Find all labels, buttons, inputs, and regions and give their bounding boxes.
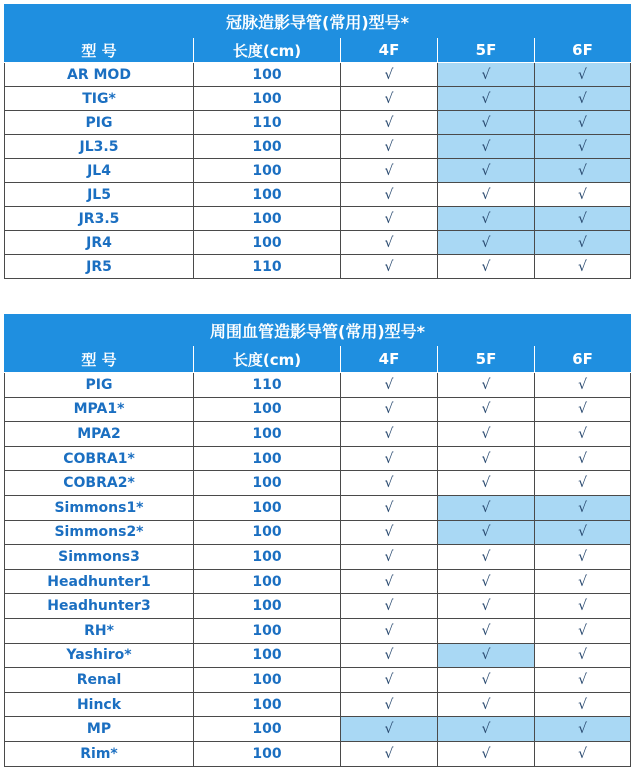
- length-cell: 100: [194, 87, 341, 111]
- coronary-table-body: [5, 63, 631, 279]
- check-5f-cell: √: [438, 495, 535, 520]
- model-cell: PIG: [5, 373, 194, 398]
- table-row: [5, 618, 631, 643]
- check-5f-cell: √: [438, 643, 535, 668]
- check-4f-cell: √: [341, 520, 438, 545]
- model-cell: COBRA2*: [5, 471, 194, 496]
- length-cell: 100: [194, 668, 341, 693]
- check-6f-cell: √: [535, 643, 631, 668]
- check-6f-cell: √: [535, 63, 631, 87]
- check-4f-cell: √: [341, 569, 438, 594]
- table-row: [5, 111, 631, 135]
- length-cell: 100: [194, 207, 341, 231]
- check-6f-cell: √: [535, 520, 631, 545]
- header-4f: 4F: [341, 38, 438, 63]
- check-5f-cell: √: [438, 471, 535, 496]
- check-6f-cell: √: [535, 207, 631, 231]
- check-5f-cell: √: [438, 255, 535, 279]
- length-cell: 110: [194, 111, 341, 135]
- check-5f-cell: √: [438, 594, 535, 619]
- header-5f: 5F: [438, 38, 535, 63]
- length-cell: 100: [194, 520, 341, 545]
- check-6f-cell: √: [535, 471, 631, 496]
- length-cell: 100: [194, 446, 341, 471]
- check-6f-cell: √: [535, 717, 631, 742]
- length-cell: 100: [194, 545, 341, 570]
- header-model: 型 号: [5, 346, 194, 373]
- check-4f-cell: √: [341, 471, 438, 496]
- table-row: [5, 643, 631, 668]
- check-5f-cell: √: [438, 207, 535, 231]
- length-cell: 100: [194, 741, 341, 766]
- table-row: [5, 520, 631, 545]
- check-6f-cell: √: [535, 495, 631, 520]
- peripheral-table-body: [5, 373, 631, 767]
- model-cell: JR3.5: [5, 207, 194, 231]
- check-5f-cell: √: [438, 111, 535, 135]
- check-4f-cell: √: [341, 741, 438, 766]
- check-6f-cell: √: [535, 231, 631, 255]
- length-cell: 100: [194, 471, 341, 496]
- length-cell: 100: [194, 422, 341, 447]
- check-4f-cell: √: [341, 545, 438, 570]
- table-row: [5, 692, 631, 717]
- length-cell: 100: [194, 594, 341, 619]
- check-6f-cell: √: [535, 422, 631, 447]
- check-4f-cell: √: [341, 231, 438, 255]
- model-cell: JL3.5: [5, 135, 194, 159]
- check-5f-cell: √: [438, 618, 535, 643]
- check-4f-cell: √: [341, 495, 438, 520]
- check-5f-cell: √: [438, 87, 535, 111]
- table-row: [5, 207, 631, 231]
- model-cell: Yashiro*: [5, 643, 194, 668]
- length-cell: 100: [194, 63, 341, 87]
- length-cell: 100: [194, 135, 341, 159]
- check-4f-cell: √: [341, 373, 438, 398]
- table-row: [5, 569, 631, 594]
- model-cell: Simmons1*: [5, 495, 194, 520]
- check-4f-cell: √: [341, 692, 438, 717]
- model-cell: JL5: [5, 183, 194, 207]
- length-cell: 100: [194, 231, 341, 255]
- model-cell: MPA1*: [5, 397, 194, 422]
- check-4f-cell: √: [341, 594, 438, 619]
- length-cell: 100: [194, 569, 341, 594]
- check-5f-cell: √: [438, 668, 535, 693]
- check-5f-cell: √: [438, 183, 535, 207]
- table-row: [5, 397, 631, 422]
- header-4f: 4F: [341, 346, 438, 373]
- coronary-table-title: 冠脉造影导管(常用)型号*: [5, 5, 631, 38]
- model-cell: Renal: [5, 668, 194, 693]
- header-5f: 5F: [438, 346, 535, 373]
- length-cell: 100: [194, 183, 341, 207]
- length-cell: 100: [194, 643, 341, 668]
- check-5f-cell: √: [438, 373, 535, 398]
- check-4f-cell: √: [341, 643, 438, 668]
- table-row: [5, 471, 631, 496]
- check-6f-cell: √: [535, 159, 631, 183]
- check-6f-cell: √: [535, 569, 631, 594]
- check-5f-cell: √: [438, 717, 535, 742]
- peripheral-table-title: 周围血管造影导管(常用)型号*: [5, 315, 631, 346]
- check-4f-cell: √: [341, 87, 438, 111]
- check-6f-cell: √: [535, 183, 631, 207]
- check-4f-cell: √: [341, 397, 438, 422]
- model-cell: Headhunter1: [5, 569, 194, 594]
- table-row: [5, 135, 631, 159]
- peripheral-catheter-table: [4, 314, 631, 767]
- model-cell: PIG: [5, 111, 194, 135]
- check-5f-cell: √: [438, 63, 535, 87]
- table-row: [5, 183, 631, 207]
- check-4f-cell: √: [341, 422, 438, 447]
- check-5f-cell: √: [438, 520, 535, 545]
- length-cell: 100: [194, 717, 341, 742]
- check-5f-cell: √: [438, 422, 535, 447]
- table-row: [5, 422, 631, 447]
- table-row: [5, 741, 631, 766]
- table-row: [5, 446, 631, 471]
- length-cell: 100: [194, 692, 341, 717]
- check-5f-cell: √: [438, 397, 535, 422]
- check-5f-cell: √: [438, 569, 535, 594]
- check-6f-cell: √: [535, 446, 631, 471]
- model-cell: Simmons2*: [5, 520, 194, 545]
- model-cell: COBRA1*: [5, 446, 194, 471]
- length-cell: 100: [194, 495, 341, 520]
- length-cell: 100: [194, 159, 341, 183]
- model-cell: Rim*: [5, 741, 194, 766]
- model-cell: MPA2: [5, 422, 194, 447]
- check-6f-cell: √: [535, 741, 631, 766]
- check-5f-cell: √: [438, 741, 535, 766]
- table-row: [5, 594, 631, 619]
- table-row: [5, 495, 631, 520]
- model-cell: Simmons3: [5, 545, 194, 570]
- header-6f: 6F: [535, 38, 631, 63]
- model-cell: JR4: [5, 231, 194, 255]
- model-cell: JL4: [5, 159, 194, 183]
- model-cell: TIG*: [5, 87, 194, 111]
- check-6f-cell: √: [535, 255, 631, 279]
- check-5f-cell: √: [438, 231, 535, 255]
- table-row: [5, 373, 631, 398]
- check-5f-cell: √: [438, 545, 535, 570]
- table-row: [5, 63, 631, 87]
- check-6f-cell: √: [535, 135, 631, 159]
- check-6f-cell: √: [535, 692, 631, 717]
- check-4f-cell: √: [341, 618, 438, 643]
- coronary-catheter-table: [4, 4, 631, 279]
- model-cell: RH*: [5, 618, 194, 643]
- check-6f-cell: √: [535, 87, 631, 111]
- length-cell: 100: [194, 618, 341, 643]
- check-5f-cell: √: [438, 692, 535, 717]
- table-row: [5, 231, 631, 255]
- check-4f-cell: √: [341, 668, 438, 693]
- check-6f-cell: √: [535, 594, 631, 619]
- check-6f-cell: √: [535, 373, 631, 398]
- table-row: [5, 545, 631, 570]
- check-6f-cell: √: [535, 668, 631, 693]
- table-row: [5, 717, 631, 742]
- table-row: [5, 255, 631, 279]
- check-4f-cell: √: [341, 159, 438, 183]
- check-6f-cell: √: [535, 545, 631, 570]
- check-4f-cell: √: [341, 255, 438, 279]
- check-5f-cell: √: [438, 159, 535, 183]
- check-4f-cell: √: [341, 63, 438, 87]
- check-4f-cell: √: [341, 111, 438, 135]
- table-row: [5, 668, 631, 693]
- model-cell: Hinck: [5, 692, 194, 717]
- check-5f-cell: √: [438, 446, 535, 471]
- check-4f-cell: √: [341, 135, 438, 159]
- header-length: 长度(cm): [194, 346, 341, 373]
- check-6f-cell: √: [535, 618, 631, 643]
- model-cell: Headhunter3: [5, 594, 194, 619]
- model-cell: JR5: [5, 255, 194, 279]
- check-4f-cell: √: [341, 717, 438, 742]
- length-cell: 110: [194, 373, 341, 398]
- check-5f-cell: √: [438, 135, 535, 159]
- check-6f-cell: √: [535, 111, 631, 135]
- length-cell: 100: [194, 397, 341, 422]
- length-cell: 110: [194, 255, 341, 279]
- check-4f-cell: √: [341, 446, 438, 471]
- header-6f: 6F: [535, 346, 631, 373]
- check-6f-cell: √: [535, 397, 631, 422]
- header-model: 型 号: [5, 38, 194, 63]
- table-row: [5, 87, 631, 111]
- model-cell: AR MOD: [5, 63, 194, 87]
- table-row: [5, 159, 631, 183]
- header-length: 长度(cm): [194, 38, 341, 63]
- check-4f-cell: √: [341, 207, 438, 231]
- model-cell: MP: [5, 717, 194, 742]
- check-4f-cell: √: [341, 183, 438, 207]
